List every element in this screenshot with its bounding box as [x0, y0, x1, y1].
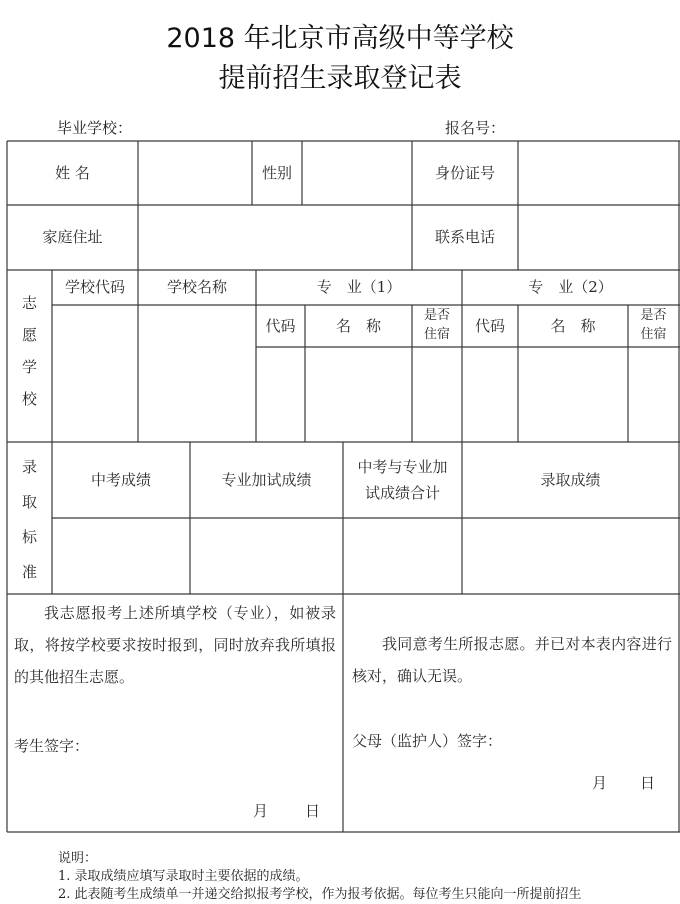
parent-date-month: 月 — [592, 774, 608, 792]
extra-test-score-header: 专业加试成绩 — [221, 470, 312, 489]
boarding-line-2: 住宿 — [640, 327, 667, 342]
home-address-label: 家庭住址 — [42, 228, 103, 247]
home-address-field[interactable] — [138, 205, 412, 270]
student-signature-label: 考生签字： — [14, 737, 90, 755]
parent-signature-label: 父母（监护人）签字： — [352, 732, 503, 750]
gender-field[interactable] — [302, 141, 412, 205]
major-1-name-header: 名 称 — [335, 316, 381, 335]
combined-line-1: 中考与专业加 — [357, 458, 448, 476]
graduation-school-label: 毕业学校： — [57, 119, 133, 137]
admission-standard-label — [7, 456, 52, 596]
gender-label: 性别 — [261, 163, 292, 182]
school-code-header: 学校代码 — [64, 278, 125, 297]
zhongkao-score-header: 中考成绩 — [90, 470, 151, 489]
admission-score-header: 录取成绩 — [540, 470, 601, 489]
contact-phone-label: 联系电话 — [434, 228, 495, 247]
id-number-field[interactable] — [518, 141, 679, 205]
student-declaration-text: 我志愿报考上述所填学校（专业），如被录取，将按学校要求按时报到，同时放弃我所填报的其他招生志愿。 — [14, 604, 336, 686]
major-2-name-header: 名 称 — [550, 316, 596, 335]
school-name-header: 学校名称 — [166, 278, 227, 297]
major-1-header: 专 业（1） — [316, 278, 402, 297]
registration-number-label: 报名号： — [445, 119, 506, 137]
name-label: 姓 名 — [55, 163, 90, 182]
notes-heading: 说明： — [58, 851, 98, 866]
note-item: 1. 录取成绩应填写录取时主要依据的成绩。 — [58, 869, 309, 884]
id-number-label: 身份证号 — [434, 163, 495, 182]
major-1-boarding-header — [412, 305, 462, 347]
volunteer-school-label — [7, 292, 52, 420]
major-2-header: 专 业（2） — [528, 278, 613, 297]
form-title-line-2: 提前招生录取登记表 — [218, 63, 462, 94]
admission-char: 标 — [21, 528, 37, 546]
volunteer-char: 志 — [21, 294, 37, 312]
admission-char: 准 — [21, 563, 37, 581]
student-date-month: 月 — [253, 802, 269, 820]
volunteer-char: 校 — [21, 390, 37, 408]
boarding-line-1: 是否 — [423, 308, 450, 324]
major-2-code-header: 代码 — [474, 316, 505, 335]
notes-section — [58, 850, 582, 904]
volunteer-char: 愿 — [21, 326, 37, 344]
volunteer-char: 学 — [21, 358, 37, 376]
boarding-line-2: 住宿 — [423, 327, 450, 342]
major-1-code-header: 代码 — [265, 316, 296, 335]
parent-declaration-text: 我同意考生所报志愿。并已对本表内容进行核对，确认无误。 — [352, 635, 672, 685]
boarding-line-1: 是否 — [640, 308, 667, 324]
major-2-boarding-header — [628, 305, 679, 347]
combined-line-2: 试成绩合计 — [364, 484, 440, 502]
admission-char: 取 — [21, 493, 37, 511]
form-title-line-1: 2018 年北京市高级中等学校 — [166, 23, 514, 54]
student-date-day: 日 — [305, 802, 321, 820]
note-item: 2. 此表随考生成绩单一并递交给拟报考学校，作为报考依据。每位考生只能向一所提前招生 — [58, 887, 582, 902]
admission-char: 录 — [21, 458, 37, 476]
parent-date-day: 日 — [640, 774, 656, 792]
combined-score-header — [343, 442, 462, 518]
name-field[interactable] — [138, 141, 252, 205]
contact-phone-field[interactable] — [518, 205, 679, 270]
